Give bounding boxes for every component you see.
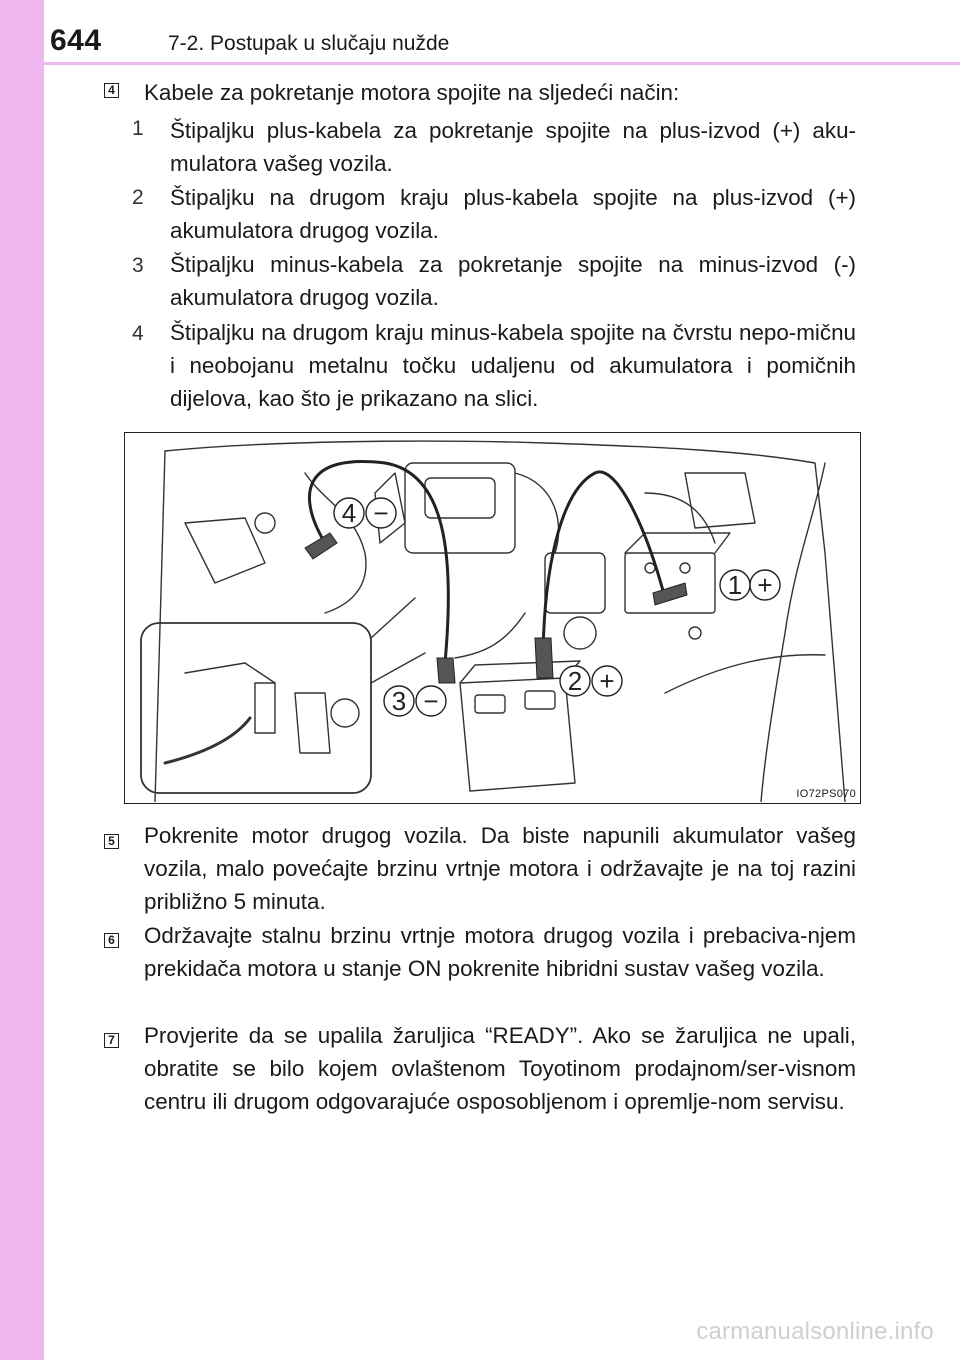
page-number: 644 — [50, 24, 102, 57]
substep-text: Štipaljku na drugom kraju minus-kabela spojite na čvrstu nepo-mičnu i neobojanu metalnu točku udaljenu od akumulatora i pomičnih dijelova, kao što je prikazano na slici. — [170, 320, 856, 411]
substep-number: 1 — [132, 117, 144, 140]
callout-3-number: 3 — [391, 686, 407, 716]
section-title: 7-2. Postupak u slučaju nužde — [168, 32, 450, 55]
jump-start-illustration — [124, 432, 861, 804]
step-number-box: 5 — [104, 834, 119, 849]
figure-code: IO72PS070 — [796, 788, 856, 800]
substep-text: Štipaljku na drugom kraju plus-kabela spojite na plus-izvod (+) akumulatora drugog vozila. — [170, 185, 856, 243]
header-divider — [44, 62, 960, 65]
substep-number: 3 — [132, 254, 144, 277]
callout-1-number: 1 — [727, 570, 743, 600]
step-text: Kabele za pokretanje motora spojite na sljedeći način: — [144, 80, 680, 105]
callout-3-sign: − — [423, 686, 439, 716]
callout-4-sign: − — [373, 498, 389, 528]
chapter-sidebar — [0, 0, 44, 1360]
substep-text: Štipaljku minus-kabela za pokretanje spojite na minus-izvod (-) akumulatora drugog vozila. — [170, 252, 856, 310]
callout-1-sign: + — [757, 570, 773, 600]
step-number-box: 4 — [104, 83, 119, 98]
substep-number: 2 — [132, 186, 144, 209]
watermark: carmanualsonline.info — [696, 1318, 934, 1345]
substep-text: Štipaljku plus-kabela za pokretanje spojite na plus-izvod (+) aku-mulatora vašeg vozila. — [170, 118, 856, 176]
callout-4-number: 4 — [341, 498, 357, 528]
step-number-box: 7 — [104, 1033, 119, 1048]
callout-2-number: 2 — [567, 666, 583, 696]
substep-number: 4 — [132, 322, 144, 345]
step-number-box: 6 — [104, 933, 119, 948]
step-text: Održavajte stalnu brzinu vrtnje motora drugog vozila i prebaciva-njem prekidača motora u stanje ON pokrenite hibridni sustav vašeg vozila. — [144, 923, 856, 981]
step-text: Provjerite da se upalila žaruljica “READY”. Ako se žaruljica ne upali, obratite se bilo kojem ovlaštenom Toyotinom prodajnom/ser-visnom centru ili drugom odgovarajuće osposobljenom i opremlje-nom servisu. — [144, 1023, 856, 1114]
callout-2-sign: + — [599, 666, 615, 696]
step-text: Pokrenite motor drugog vozila. Da biste napunili akumulator vašeg vozila, malo povećajte brzinu vrtnje motora i održavajte je na toj razini približno 5 minuta. — [144, 823, 856, 914]
